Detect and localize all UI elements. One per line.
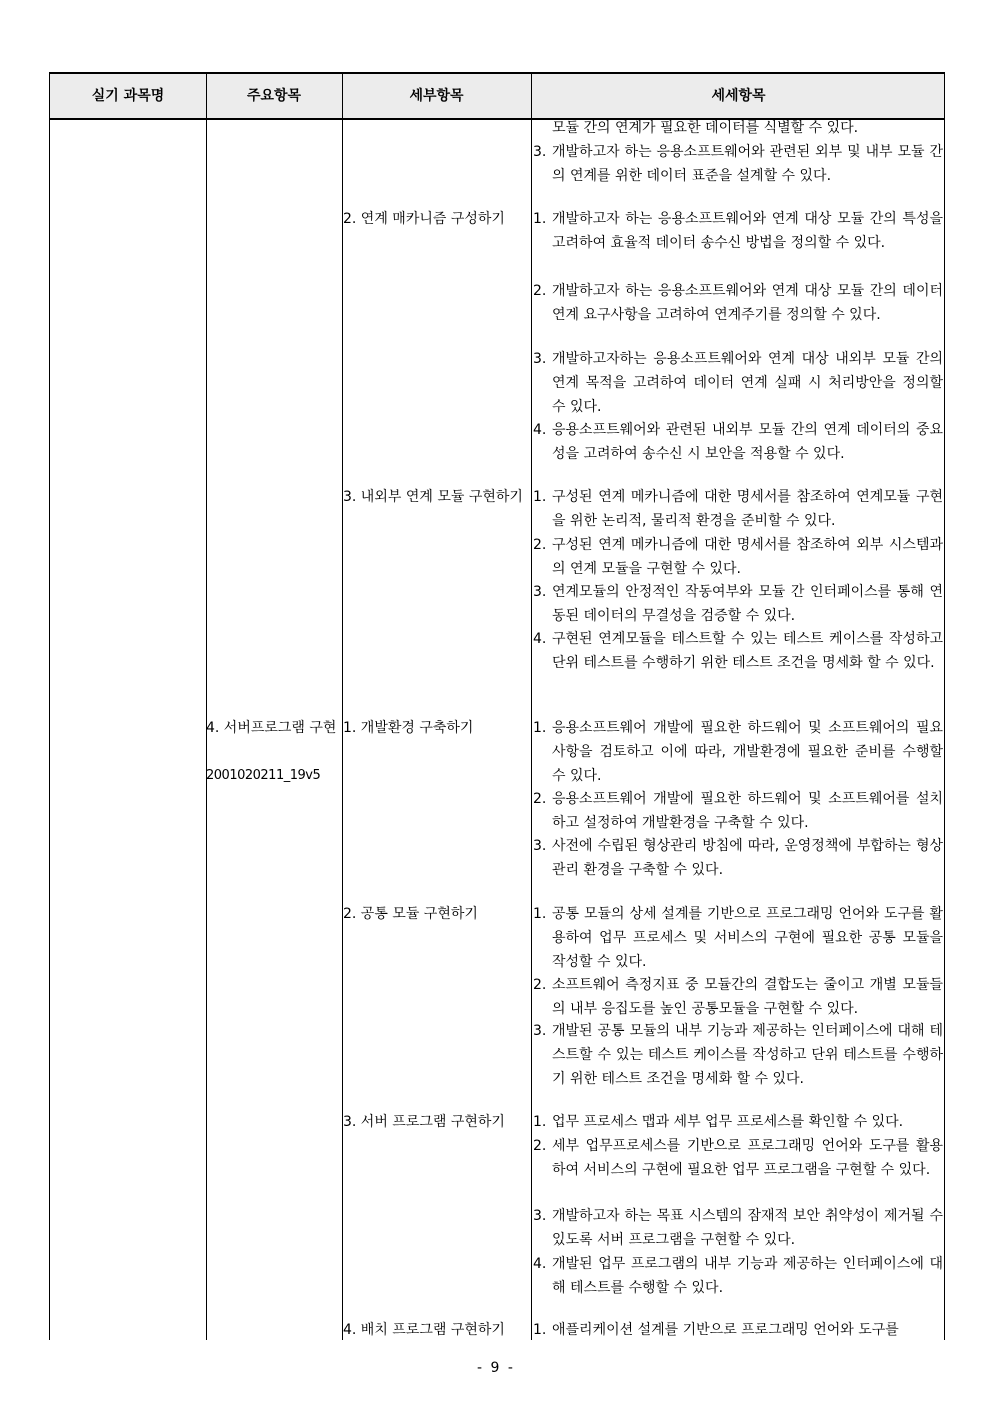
sub-item: 2. 공통 모듈 구현하기 [343, 906, 478, 922]
column-divider [531, 74, 532, 1340]
detail-item: 2. 개발하고자 하는 응용소프트웨어와 연계 대상 모듈 간의 데이터 연계 요구사항을 고려하여 연계주기를 정의할 수 있다. [533, 283, 943, 323]
detail-item: 1. 개발하고자 하는 응용소프트웨어와 연계 대상 모듈 간의 특성을 고려하여 효율적 데이터 송수신 방법을 정의할 수 있다. [533, 211, 943, 251]
sub-item: 3. 내외부 연계 모듈 구현하기 [343, 489, 523, 505]
detail-item: 3. 사전에 수립된 형상관리 방침에 따라, 운영정책에 부합하는 형상관리 환경을 구축할 수 있다. [533, 838, 943, 878]
detail-item: 4. 구현된 연계모듈을 테스트할 수 있는 테스트 케이스를 작성하고 단위 테스트를 수행하기 위한 테스트 조건을 명세화 할 수 있다. [533, 631, 943, 671]
detail-item: 4. 응용소프트웨어와 관련된 내외부 모듈 간의 연계 데이터의 중요성을 고려하여 송수신 시 보안을 적용할 수 있다. [533, 422, 943, 462]
detail-item: 1. 애플리케이션 설계를 기반으로 프로그래밍 언어와 도구를 [533, 1322, 899, 1338]
sub-item: 3. 서버 프로그램 구현하기 [343, 1114, 505, 1130]
sub-item: 4. 배치 프로그램 구현하기 [343, 1322, 505, 1338]
detail-item: 3. 개발하고자 하는 응용소프트웨어와 관련된 외부 및 내부 모듈 간의 연계를 위한 데이터 표준을 설계할 수 있다. [533, 144, 943, 184]
detail-item: 2. 응용소프트웨어 개발에 필요한 하드웨어 및 소프트웨어를 설치하고 설정하여 개발환경을 구축할 수 있다. [533, 791, 943, 831]
header-main-item: 주요항목 [246, 88, 302, 104]
detail-item: 3. 개발하고자하는 응용소프트웨어와 연계 대상 내외부 모듈 간의 연계 목적을 고려하여 데이터 연계 실패 시 처리방안을 정의할 수 있다. [533, 351, 943, 415]
detail-item: 3. 개발된 공통 모듈의 내부 기능과 제공하는 인터페이스에 대해 테스트할 수 있는 테스트 케이스를 작성하고 단위 테스트를 수행하기 위한 테스트 조건을 명세화 할 수 있다. [533, 1023, 943, 1087]
header-detail-item: 세세항목 [711, 88, 766, 104]
sub-item: 1. 개발환경 구축하기 [343, 720, 474, 736]
detail-item: 3. 개발하고자 하는 목표 시스템의 잠재적 보안 취약성이 제거될 수 있도록 서버 프로그램을 구현할 수 있다. [533, 1208, 943, 1248]
detail-item: 3. 연계모듈의 안정적인 작동여부와 모듈 간 인터페이스를 통해 연동된 데이터의 무결성을 검증할 수 있다. [533, 584, 943, 624]
column-divider [206, 74, 207, 1340]
detail-item: 1. 응용소프트웨어 개발에 필요한 하드웨어 및 소프트웨어의 필요 사항을 검토하고 이에 따라, 개발환경에 필요한 준비를 수행할 수 있다. [533, 720, 943, 784]
detail-item: 1. 공통 모듈의 상세 설계를 기반으로 프로그래밍 언어와 도구를 활용하여 업무 프로세스 및 서비스의 구현에 필요한 공통 모듈을 작성할 수 있다. [533, 906, 943, 970]
header-sub-item: 세부항목 [409, 88, 464, 104]
main-item-label: 4. 서버프로그램 구현 [206, 720, 337, 736]
detail-item: 4. 개발된 업무 프로그램의 내부 기능과 제공하는 인터페이스에 대해 테스트를 수행할 수 있다. [533, 1256, 943, 1296]
column-divider [342, 74, 343, 1340]
sub-item: 2. 연계 매카니즘 구성하기 [343, 211, 505, 227]
detail-item: 2. 소프트웨어 측정지표 중 모듈간의 결합도는 줄이고 개별 모듈들의 내부 응집도를 높인 공통모듈을 구현할 수 있다. [533, 977, 943, 1017]
detail-item: 1. 업무 프로세스 맵과 세부 업무 프로세스를 확인할 수 있다. [533, 1114, 904, 1130]
detail-item: 2. 세부 업무프로세스를 기반으로 프로그래밍 언어와 도구를 활용하여 서비스의 구현에 필요한 업무 프로그램을 구현할 수 있다. [533, 1138, 943, 1178]
detail-item: 2. 구성된 연계 메카니즘에 대한 명세서를 참조하여 외부 시스템과의 연계 모듈을 구현할 수 있다. [533, 537, 943, 577]
main-item-code: 2001020211_19v5 [206, 768, 321, 783]
table-header [50, 74, 944, 120]
detail-item: 모듈 간의 연계가 필요한 데이터를 식별할 수 있다. [552, 120, 859, 136]
detail-item: 1. 구성된 연계 메카니즘에 대한 명세서를 참조하여 연계모듈 구현을 위한 논리적, 물리적 환경을 준비할 수 있다. [533, 489, 943, 529]
page-number: - 9 - [477, 1360, 515, 1376]
header-subject: 실기 과목명 [91, 88, 165, 104]
